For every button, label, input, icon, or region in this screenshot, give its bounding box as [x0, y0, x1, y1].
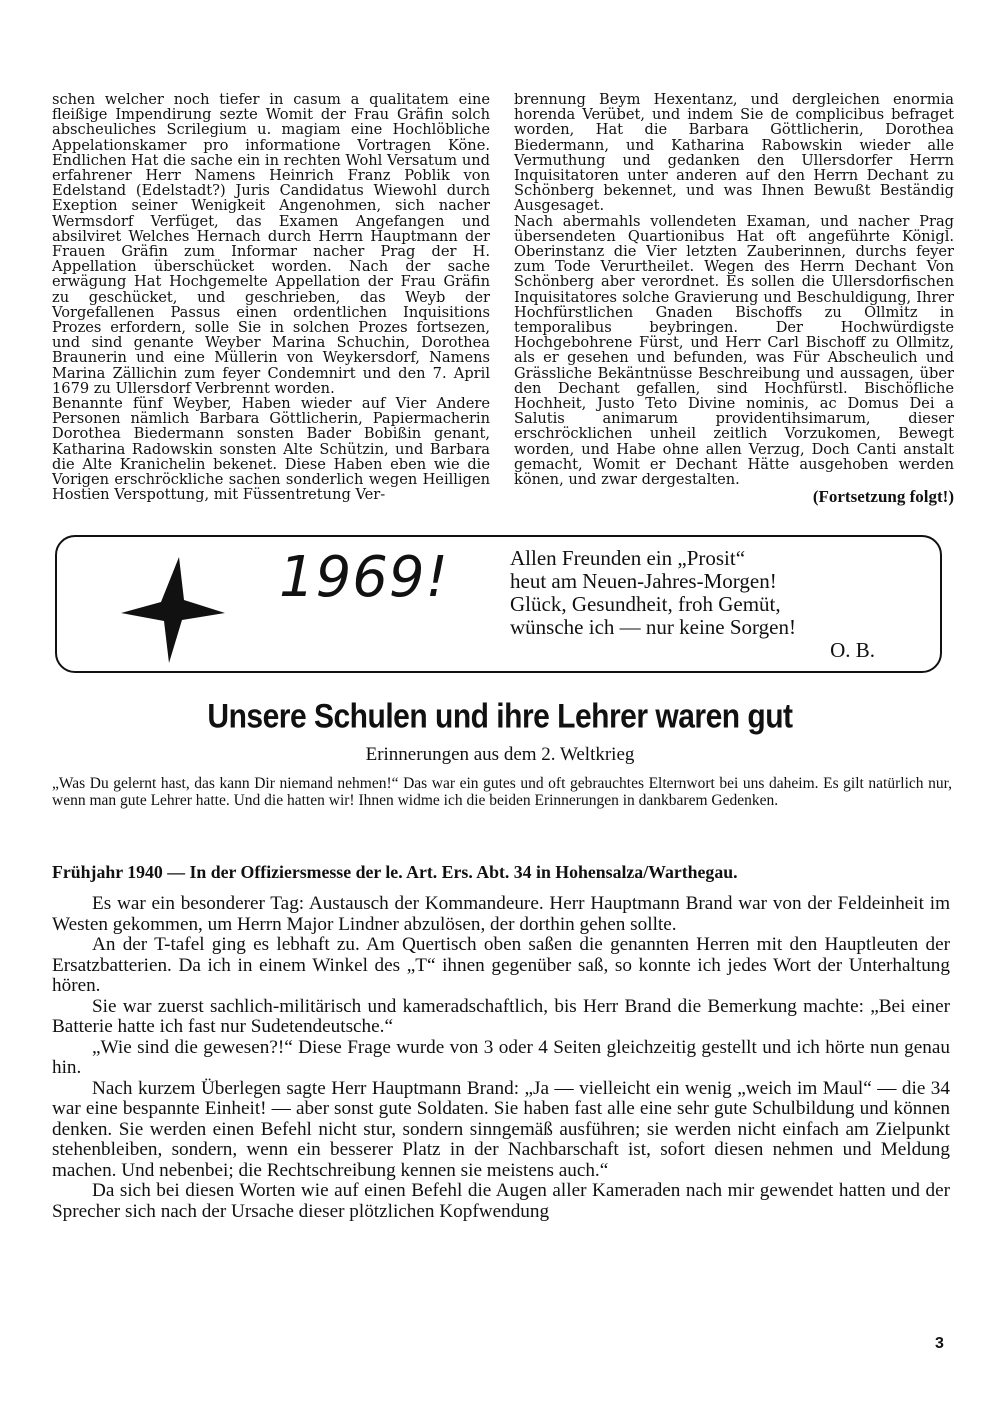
star-icon: [117, 555, 227, 665]
greeting-year: 1969!: [279, 545, 449, 610]
greeting-line: wünsche ich — nur keine Sorgen!: [510, 615, 796, 639]
greeting-line: Allen Freunden ein „Prosit“: [510, 546, 746, 570]
left-column-paragraph: Benannte fünf Weyber, Haben wieder auf Vier Andere Personen nämlich Barbara Göttlicherin, Papiermacherin Dorothea Biedermann sonsten Bader Bobißin genant, Katharina Radowskin sonsten Alte Schützin, und Barbara die Alte Kranichelin bekenet. Diese Haben eben wie die Vorigen erschröckliche sachen sonderlich wegen Heilligen Hostien Verspottung, mit Füssentretung Ver-: [52, 395, 490, 504]
right-column-paragraph: brennung Beym Hexentanz, und dergleichen enormia horenda Verübet, und indem Sie de complicibus befraget worden, Hat die Barbara Göttlicherin, Dorothea Biedermann, und Katharina Rabowskin wieder alle Vermuthung und gedanken den Ullersdorfer Herrn Inquisitatoren unter anderen auf den Herrn Dechant zu Schönberg bekennet, und was Ihnen Bewußt Beständig Ausgesaget.: [514, 91, 954, 215]
right-column: [514, 91, 954, 507]
body-paragraph: Es war ein besonderer Tag: Austausch der Kommandeure. Herr Hauptmann Brand war von der Feldeinheit im Westen gekommen, um Herrn Major Lindner abzulösen, der dorthin gehen sollte.: [52, 893, 950, 935]
body-paragraph: An der T-tafel ging es lebhaft zu. Am Quertisch oben saßen die genannten Herren mit den Hauptleuten der Ersatzbatterien. Da ich in einem Winkel des „T“ ihnen gegenüber saß, so konnte ich jedes Wort der Unterhaltung hören.: [52, 934, 950, 996]
page-number: 3: [935, 1335, 944, 1352]
article-subtitle: Erinnerungen aus dem 2. Weltkrieg: [365, 744, 635, 765]
body-paragraph: Sie war zuerst sachlich-militärisch und kameradschaftlich, bis Herr Brand die Bemerkung machte: „Bei einer Batterie hatte ich fast nur Sudetendeutsche.“: [52, 995, 950, 1037]
greeting-signature: O. B.: [830, 638, 875, 662]
body-paragraph: Nach kurzem Überlegen sagte Herr Hauptmann Brand: „Ja — vielleicht ein wenig „weich im Maul“ — die 34 war eine bespannte Einheit! — aber sonst gute Soldaten. Sie haben fast alle eine sehr gute Schulbildung und können denken. Sie werden einen Befehl nicht stur, sondern sinngemäß ausführen; sie werden nicht einfach am Zielpunkt stehenbleiben, sondern, wenn ein besserer Platz in der Nachbarschaft ist, sofort diesen nehmen und Meldung machen. Und nebenbei; die Rechtschreibung kennen sie meistens auch.“: [52, 1077, 950, 1181]
greeting-poem: [510, 547, 890, 662]
left-column-paragraph: schen welcher noch tiefer in casum a qualitatem eine fleißige Impendirung sezte Womit der Frau Gräfin solch abscheuliches Scrilegium u. magiam eine Hochlöbliche Appelationskamer pro informatione Vortragen Köne. Endlichen Hat die sache ein in rechten Wohl Versatum und erfahrener Herr Namens Heinrich Franz Poblik von Edelstand (Edelstadt?) Juris Candidatus Wiewohl durch Exeption seiner Wenigkeit Angenohmen, sich nacher Wermsdorf Verfüget, das Examen Angefangen und absilviret Welches Hernach durch Herrn Hauptmann der Frauen Gräfin zum Informar nacher Prag der H. Appellation überschücket worden. Nach der sache erwägung Hat Hochgemelte Appellation der Frau Gräfin zu geschücket, und geschrieben, das Weyb der Vorgefallenen Passus einen ordentlichen Inquisitions Prozes erfordern, solle Sie in solchen Prozes fortsezen, und sind genante Weyber Marina Schuchin, Dorothea Braunerin und eine Müllerin von Weykersdorf, Namens Marina Zällichin zum feyer Condemnirt und den 7. April 1679 zu Ullersdorf Verbrennt worden.: [52, 91, 490, 397]
article-title: Unsere Schulen und ihre Lehrer waren gut: [207, 697, 793, 736]
right-column-paragraph: Nach abermahls vollendeten Examan, und nacher Prag übersendeten Quartionibus Hat oft angeführte Königl. Oberinstanz die Vier letzten Zauberinnen, durchs feyer zum Tode Verurtheilet. Wegen des Herrn Dechant Von Schönberg aber verordnet. Es sollen die Ullersdorfischen Inquisitatores solche Gravierung und Beschuldigung, Ihrer Hochfürstlichen Gnaden Bischoffs zu Ollmitz in temporalibus beybringen. Der Hochwürdigste Hochgebohrene Fürst, und Herr Carl Bischoff zu Ollmitz, als er gesehen und befunden, was Für Abscheulich und Grässliche Bekäntnüsse Beschreibung und aussagen, über den Dechant gefallen, sind Hochfürstl. Bischöfliche Hochheit, Justo Teto Divine nominis, ac Domus Dei a Salutis animarum providentihsimarum, dieser erschröcklichen unheil zeitlich Vorzukomen, Bewegt worden, und Habe ohne allen Verzug, Doch Canti anstalt gemacht, Womit er Dechant Hätte ausgehoben werden könen, und zwar dergestalten.: [514, 212, 954, 489]
section-heading: Frühjahr 1940 — In der Offiziersmesse der le. Art. Ers. Abt. 34 in Hohensalza/Warthegau.: [52, 862, 738, 882]
body-paragraph: „Wie sind die gewesen?!“ Diese Frage wurde von 3 oder 4 Seiten gleichzeitig gestellt und ich hörte nun genau hin.: [52, 1036, 950, 1078]
article-body: [52, 894, 950, 1222]
article-intro: „Was Du gelernt hast, das kann Dir niemand nehmen!“ Das war ein gutes und oft gebrauchtes Elternwort bei uns daheim. Es gilt natürlich nur, wenn man gute Lehrer hatte. Und die hatten wir! Ihnen widme ich die beiden Erinnerungen in dankbarem Gedenken.: [52, 775, 952, 809]
greeting-line: Glück, Gesundheit, froh Gemüt,: [510, 592, 781, 616]
new-year-greeting-box: [55, 535, 942, 673]
body-paragraph: Da sich bei diesen Worten wie auf einen Befehl die Augen aller Kameraden nach mir gewendet hatten und der Sprecher sich nach der Ursache dieser plötzlichen Kopfwendung: [52, 1180, 950, 1222]
greeting-line: heut am Neuen-Jahres-Morgen!: [510, 569, 777, 593]
continuation-note: (Fortsetzung folgt!): [812, 487, 954, 507]
left-column: [52, 92, 490, 502]
